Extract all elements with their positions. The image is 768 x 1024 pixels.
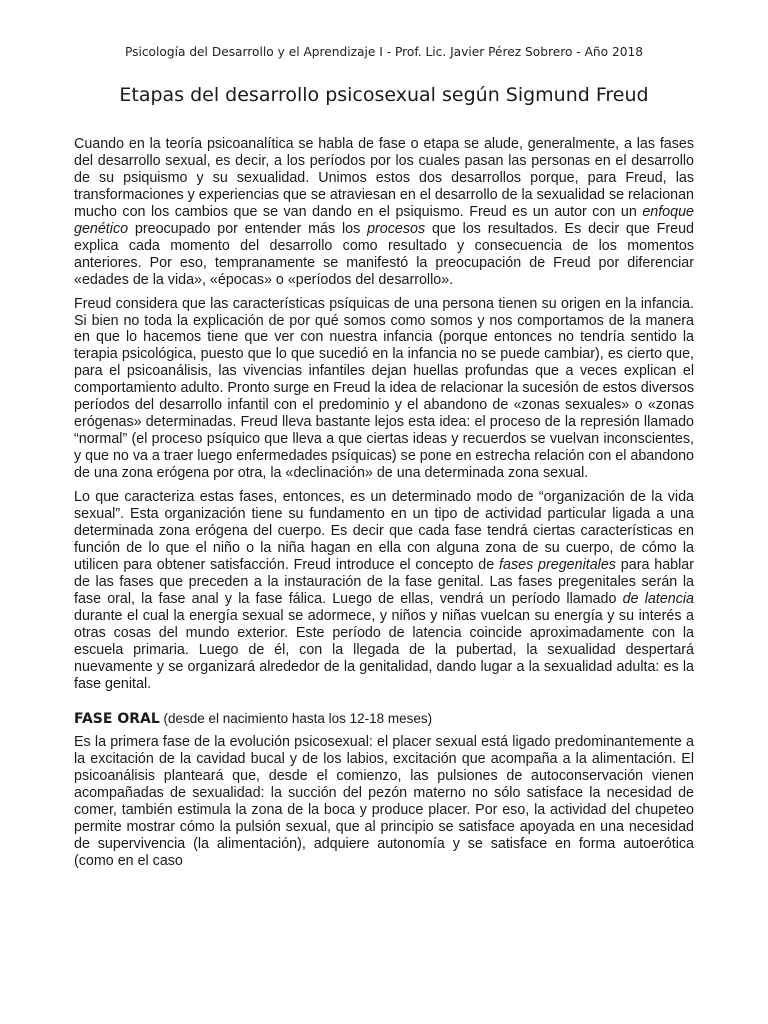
- paragraph-phases: [74, 489, 694, 692]
- section-label: FASE ORAL: [74, 710, 160, 727]
- paragraph-text: durante el cual la energía sexual se adormece, y niños y niñas vuelcan su energía y su interés a otras cosas del mundo exterior. Este período de latencia coincide aproximadamente con la escuela primaria. Luego de él, con la llegada de la pubertad, la sexualidad despertará nuevamente y se organizará alrededor de la genitalidad, dando lugar a la sexualidad adulta: es la fase genital.: [74, 607, 694, 692]
- emphasis-text: de latencia: [622, 590, 694, 607]
- paragraph-intro: [74, 136, 694, 289]
- paragraph-text: para hablar de las fases que preceden a la instauración de la fase genital. Las fases pregenitales serán la fase oral, la fase anal y la fase fálica. Luego de ellas, vendrá un período llamado: [74, 556, 694, 607]
- emphasis-text: enfoque genético: [74, 203, 694, 237]
- paragraph-text: Lo que caracteriza estas fases, entonces, es un determinado modo de “organización de la vida sexual”. Esta organización tiene su fundamento en un tipo de actividad particular ligada a una determinada zona erógena del cuerpo. Es decir que cada fase tendrá ciertas características en función de lo que el niño o la niña hagan en ella con alguna zona de su cuerpo, de cómo la utilicen para obtener satisfacción. Freud introduce el concepto de: [74, 489, 694, 573]
- paragraph-infancy: Freud considera que las características psíquicas de una persona tienen su origen en la infancia. Si bien no toda la explicación de por qué somos como somos y nos comportamos de la manera en que lo hacemos tiene que ver con nuestra infancia (porque entonces no tendría sentido la terapia psicológica, puesto que lo que sucedió en la infancia no se puede cambiar), es cierto que, para el psicoanálisis, las vivencias infantiles dejan huellas profundas que a veces explican el comportamiento adulto. Pronto surge en Freud la idea de relacionar la sucesión de estos diversos períodos del desarrollo infantil con el predominio y el abandono de «zonas sexuales» o «zonas erógenas» determinadas. Freud lleva bastante lejos esta idea: el proceso de la represión llamado “normal” (el proceso psíquico que lleva a que ciertas ideas y recuerdos se vuelvan inconscientes, y que no va a traer luego enfermedades psíquicas) se pone en estrecha relación con el abandono de una zona erógena por otra, la «declinación» de una determinada zona sexual.: [74, 295, 694, 482]
- paragraph-text: que los resultados. Es decir que Freud explica cada momento del desarrollo como resultado y consecuencia de los momentos anteriores. Por eso, tempranamente se manifestó la preocupación de Freud por diferenciar «edades de la vida», «épocas» o «períodos del desarrollo».: [74, 220, 694, 288]
- section-range: (desde el nacimiento hasta los 12-18 meses): [159, 710, 433, 726]
- document-body: [74, 136, 694, 877]
- paragraph-text: Cuando en la teoría psicoanalítica se habla de fase o etapa se alude, generalmente, a las fases del desarrollo sexual, es decir, a los períodos por los cuales pasan las personas en el desarrollo de su psiquismo y su sexualidad. Unimos estos dos desarrollos porque, para Freud, las transformaciones y experiencias que se atraviesan en el desarrollo de la sexualidad se relacionan mucho con los cambios que se van dando en el psiquismo. Freud es un autor con un: [74, 136, 694, 220]
- page-header: Psicología del Desarrollo y el Aprendizaje I - Prof. Lic. Javier Pérez Sobrero - Año 2018: [124, 45, 643, 59]
- paragraph-text: preocupado por entender más los: [128, 220, 368, 237]
- emphasis-text: procesos: [367, 220, 426, 237]
- section-heading-oral: [74, 711, 694, 728]
- document-title: Etapas del desarrollo psicosexual según Sigmund Freud: [119, 84, 649, 106]
- emphasis-text: fases pregenitales: [499, 556, 616, 573]
- paragraph-oral-phase: Es la primera fase de la evolución psicosexual: el placer sexual está ligado predominantemente a la excitación de la cavidad bucal y de los labios, excitación que acompaña a la alimentación. El psicoanálisis planteará que, desde el comienzo, las pulsiones de autoconservación vienen acompañadas de sexualidad: la succión del pezón materno no sólo satisface la necesidad de comer, también estimula la zona de la boca y produce placer. Por eso, la actividad del chupeteo permite mostrar cómo la pulsión sexual, que al principio se satisface apoyada en una necesidad de supervivencia (la alimentación), adquiere autonomía y se satisface en forma autoerótica (como en el caso: [74, 734, 694, 870]
